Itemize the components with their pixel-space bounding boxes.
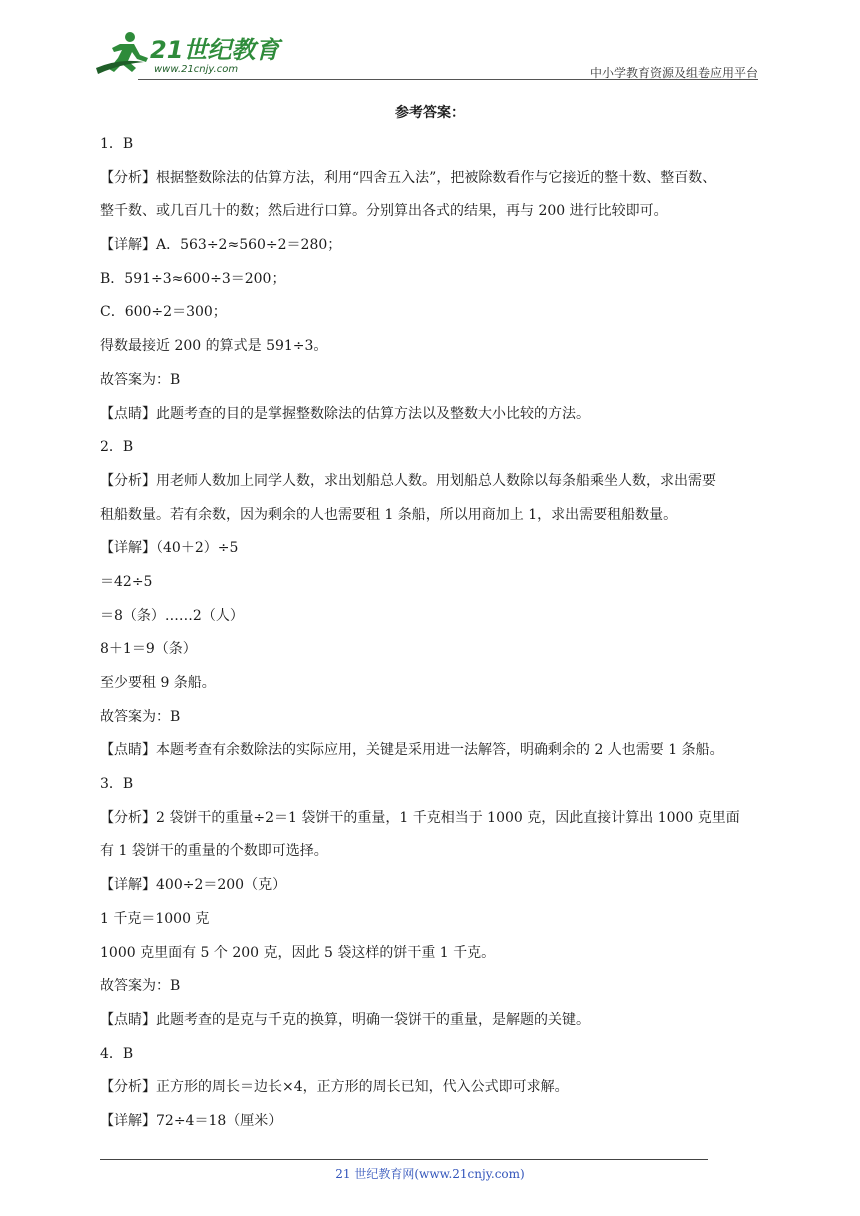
answer-line: 【点睛】本题考查有余数除法的实际应用，关键是采用进一法解答，明确剩余的 2 人也需要 1 条船。 bbox=[100, 742, 724, 759]
answer-line: 【详解】72÷4＝18（厘米） bbox=[100, 1112, 283, 1129]
answer-line: 【分析】根据整数除法的估算方法，利用“四舍五入法”，把被除数看作与它接近的整十数、整百数、 bbox=[100, 169, 717, 186]
answer-line: 故答案为：B bbox=[100, 708, 181, 725]
answer-line: 【分析】2 袋饼干的重量÷2＝1 袋饼干的重量，1 千克相当于 1000 克，因此直接计算出 1000 克里面 bbox=[100, 809, 740, 826]
runner-icon bbox=[96, 32, 148, 74]
answer-line: 8＋1＝9（条） bbox=[100, 641, 197, 658]
platform-label: 中小学教育资源及组卷应用平台 bbox=[589, 66, 758, 80]
answer-line: 3．B bbox=[100, 776, 134, 793]
answer-line: 至少要租 9 条船。 bbox=[100, 675, 216, 691]
footer-link[interactable]: 21 世纪教育网(www.21cnjy.com) bbox=[335, 1167, 525, 1181]
answer-line: 故答案为：B bbox=[100, 978, 181, 995]
answer-line: 有 1 袋饼干的重量的个数即可选择。 bbox=[100, 843, 328, 860]
answer-line: 【点睛】此题考查的目的是掌握整数除法的估算方法以及整数大小比较的方法。 bbox=[100, 405, 590, 422]
footer-divider bbox=[100, 1159, 708, 1160]
answer-line: 4．B bbox=[100, 1045, 134, 1062]
answer-line: ＝8（条）……2（人） bbox=[100, 607, 244, 624]
logo-url: www.21cnjy.com bbox=[154, 64, 239, 75]
answer-line: 【分析】正方形的周长＝边长×4，正方形的周长已知，代入公式即可求解。 bbox=[100, 1079, 569, 1096]
answer-line: 租船数量。若有余数，因为剩余的人也需要租 1 条船，所以用商加上 1，求出需要租船数量。 bbox=[100, 506, 678, 523]
answer-line: 故答案为：B bbox=[100, 371, 181, 388]
answer-line: 整千数、或几百几十的数；然后进行口算。分别算出各式的结果，再与 200 进行比较即可。 bbox=[100, 203, 668, 220]
document-title: 参考答案： bbox=[395, 105, 465, 121]
page-header bbox=[90, 28, 758, 80]
answer-content bbox=[100, 128, 764, 1139]
answer-line: 1．B bbox=[100, 136, 134, 152]
answer-line: 1000 克里面有 5 个 200 克，因此 5 袋这样的饼干重 1 千克。 bbox=[100, 944, 496, 961]
answer-line: 【详解】A．563÷2≈560÷2＝280； bbox=[100, 237, 342, 254]
answer-line: C．600÷2＝300； bbox=[100, 304, 227, 321]
logo-21cnjy bbox=[90, 28, 280, 78]
answer-line: B．591÷3≈600÷3＝200； bbox=[100, 270, 286, 287]
logo-text: 21世纪教育 bbox=[150, 36, 280, 64]
answer-line: 2．B bbox=[100, 439, 134, 456]
answer-line: 1 千克＝1000 克 bbox=[100, 910, 210, 927]
answer-line: ＝42÷5 bbox=[100, 573, 153, 590]
answer-line: 【点睛】此题考查的是克与千克的换算，明确一袋饼干的重量，是解题的关键。 bbox=[100, 1011, 590, 1028]
answer-line: 【详解】（40＋2）÷5 bbox=[100, 540, 239, 557]
answer-line: 【详解】400÷2＝200（克） bbox=[100, 877, 287, 894]
answer-line: 得数最接近 200 的算式是 591÷3。 bbox=[100, 338, 328, 355]
header-divider bbox=[138, 79, 758, 80]
answer-line: 【分析】用老师人数加上同学人数，求出划船总人数。用划船总人数除以每条船乘坐人数，求出需要 bbox=[100, 472, 716, 489]
